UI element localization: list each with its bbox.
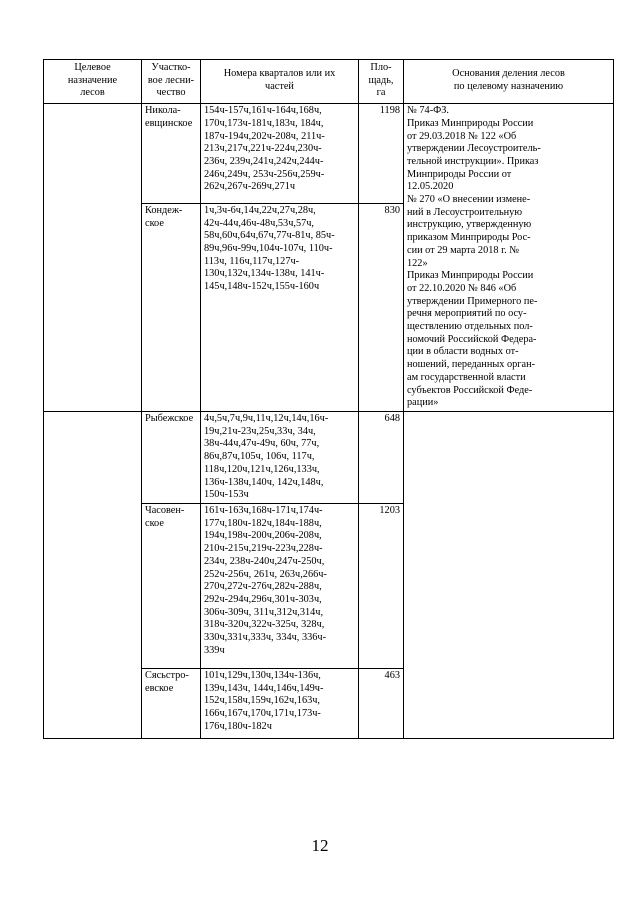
header-basis: Основания деления лесов по целевому назначению (404, 60, 614, 104)
district-cell: Часовен- ское (142, 503, 201, 668)
district-cell: Никола- евщинское (142, 104, 201, 204)
area-cell: 648 (359, 411, 404, 503)
area-cell: 830 (359, 203, 404, 411)
area-cell: 463 (359, 668, 404, 738)
quarters-cell: 4ч,5ч,7ч,9ч,11ч,12ч,14ч,16ч- 19ч,21ч-23ч,25ч,33ч, 34ч, 38ч-44ч,47ч-49ч, 60ч, 77ч, 86ч,87ч,105ч, 106ч, 117ч, 118ч,120ч,121ч,126ч,133ч, 136ч-138ч,140ч, 142ч,148ч, 150ч-153ч (201, 411, 359, 503)
quarters-cell: 1ч,3ч-6ч,14ч,22ч,27ч,28ч, 42ч-44ч,46ч-48ч,53ч,57ч, 58ч,60ч,64ч,67ч,77ч-81ч, 85ч- 89ч,96ч-99ч,104ч-107ч, 110ч- 113ч, 116ч,117ч,127ч- 130ч,132ч,134ч-138ч, 141ч- 145ч,148ч-152ч,155ч-160ч (201, 203, 359, 411)
page-number: 12 (311, 836, 329, 855)
table-header-row (44, 60, 614, 104)
district-cell: Сясьстро- евское (142, 668, 201, 738)
purpose-cell (44, 411, 142, 738)
district-cell: Кондеж- ское (142, 203, 201, 411)
quarters-cell: 154ч-157ч,161ч-164ч,168ч, 170ч,173ч-181ч,183ч, 184ч, 187ч-194ч,202ч-208ч, 211ч- 213ч,217ч,221ч-224ч,230ч- 236ч, 239ч,241ч,242ч,244ч- 246ч,249ч, 253ч-256ч,259ч- 262ч,267ч-269ч,271ч (201, 104, 359, 204)
header-quarters: Номера кварталов или их частей (201, 60, 359, 104)
area-cell: 1198 (359, 104, 404, 204)
quarters-cell: 161ч-163ч,168ч-171ч,174ч- 177ч,180ч-182ч,184ч-188ч, 194ч,198ч-200ч,206ч-208ч, 210ч-215ч,219ч-223ч,228ч- 234ч, 238ч-240ч,247ч-250ч, 252ч-256ч, 261ч, 263ч,266ч- 270ч,272ч-276ч,282ч-288ч, 292ч-294ч,296ч,301ч-303ч, 306ч-309ч, 311ч,312ч,314ч, 318ч-320ч,322ч-325ч, 328ч, 330ч,331ч,333ч, 334ч, 336ч- 339ч (201, 503, 359, 668)
basis-cell-empty (404, 411, 614, 738)
table-row (44, 411, 614, 503)
district-cell: Рыбежское (142, 411, 201, 503)
header-area: Пло- щадь, га (359, 60, 404, 104)
table-row (44, 104, 614, 204)
area-cell: 1203 (359, 503, 404, 668)
quarters-cell: 101ч,129ч,130ч,134ч-136ч, 139ч,143ч, 144ч,146ч,149ч- 152ч,158ч,159ч,162ч,163ч, 166ч,167ч,170ч,171ч,173ч- 176ч,180ч-182ч (201, 668, 359, 738)
purpose-cell (44, 104, 142, 412)
forest-purpose-table (43, 59, 614, 739)
basis-cell: № 74-ФЗ. Приказ Минприроды России от 29.03.2018 № 122 «Об утверждении Лесоустроитель- тельной инструкции». Приказ Минприроды России от 12.05.2020 № 270 «О внесении измене- ний в Лесоустроительную инструкцию, утвержденную приказом Минприроды Рос- сии от 29 марта 2018 г. № 122» Приказ Минприроды России от 22.10.2020 № 846 «Об утверждении Примерного пе- речня мероприятий по осу- ществлению отдельных пол- номочий Российской Федера- ции в области водных от- ношений, переданных орган- ам государственной власти субъектов Российской Феде- рации» (404, 104, 614, 412)
header-district: Участко- вое лесни- чество (142, 60, 201, 104)
header-purpose: Целевое назначение лесов (44, 60, 142, 104)
